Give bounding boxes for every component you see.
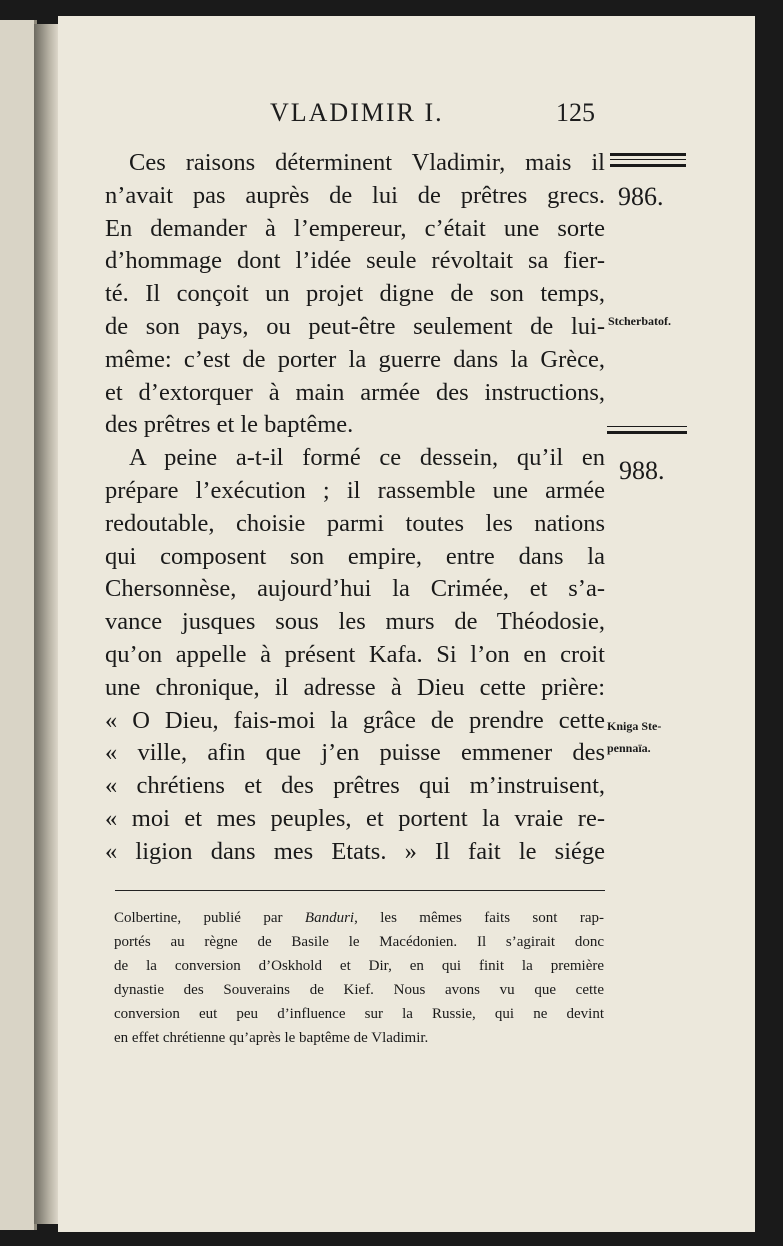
body-line: « chrétiens et des prêtres qui m’instruisent,	[105, 772, 605, 800]
footnote-text: Colbertine, publié par	[114, 910, 305, 926]
footnote	[114, 906, 604, 1050]
page-header	[58, 98, 755, 138]
body-line: prépare l’exécution ; il rassemble une armée	[105, 476, 605, 504]
body-line: En demander à l’empereur, c’était une sorte	[105, 214, 605, 242]
body-text	[105, 147, 605, 869]
footnote-text: , les mêmes faits sont rap-	[354, 910, 604, 926]
body-line: de son pays, ou peut-être seulement de lui-	[105, 312, 605, 340]
body-line: « O Dieu, fais-moi la grâce de prendre cette	[105, 706, 605, 734]
footnote-line: portés au règne de Basile le Macédonien. Il s’agirait donc	[114, 934, 604, 950]
footnote-line: en effet chrétienne qu’après le baptême de Vladimir.	[114, 1030, 429, 1046]
body-line: n’avait pas auprès de lui de prêtres grecs.	[105, 181, 605, 209]
body-line: qui composent son empire, entre dans la	[105, 542, 605, 570]
body-line: Chersonnèse, aujourd’hui la Crimée, et s’a-	[105, 575, 605, 603]
body-line: « ligion dans mes Etats. » Il fait le siége	[105, 837, 605, 865]
margin-year: 986.	[618, 182, 664, 211]
body-line: té. Il conçoit un projet digne de son temps,	[105, 280, 605, 308]
footnote-line: de la conversion d’Oskhold et Dir, en qui finit la première	[114, 958, 604, 974]
body-line: des prêtres et le baptême.	[105, 411, 354, 439]
body-line: redoutable, choisie parmi toutes les nations	[105, 509, 605, 537]
running-title: VLADIMIR I.	[270, 98, 444, 127]
margin-year: 988.	[619, 456, 665, 485]
footnote-line: conversion eut peu d’influence sur la Russie, qui ne devint	[114, 1006, 604, 1022]
body-line: une chronique, il adresse à Dieu cette prière:	[105, 673, 605, 701]
footnote-rule	[115, 890, 605, 891]
margin-rule	[610, 153, 686, 156]
body-line: même: c’est de porter la guerre dans la Grèce,	[105, 345, 605, 373]
margin-source: pennaïa.	[607, 741, 651, 755]
margin-rule	[607, 426, 687, 427]
margin-source: Stcherbatof.	[608, 314, 671, 328]
body-line: qu’on appelle à présent Kafa. Si l’on en croit	[105, 640, 605, 668]
footnote-line: dynastie des Souverains de Kief. Nous avons vu que cette	[114, 982, 604, 998]
margin-rule	[610, 159, 686, 160]
body-line: vance jusques sous les murs de Théodosie,	[105, 608, 605, 636]
footnote-line	[114, 906, 604, 930]
page-number: 125	[556, 98, 595, 127]
body-line: « moi et mes peuples, et portent la vraie re-	[105, 804, 605, 832]
footnote-author: Banduri	[304, 910, 355, 926]
margin-rule	[610, 164, 686, 167]
margin-source: Kniga Ste-	[607, 719, 662, 733]
margin-rule	[607, 431, 687, 434]
facing-page-edge	[0, 20, 37, 1230]
body-line: « ville, afin que j’en puisse emmener des	[105, 739, 605, 767]
body-line: d’hommage dont l’idée seule révoltait sa fier-	[105, 247, 605, 275]
book-page	[58, 16, 755, 1232]
body-line: Ces raisons déterminent Vladimir, mais il	[129, 149, 605, 176]
body-line: et d’extorquer à main armée des instructions,	[105, 378, 605, 406]
body-line: A peine a-t-il formé ce dessein, qu’il en	[129, 444, 605, 472]
book-spine	[34, 24, 60, 1224]
